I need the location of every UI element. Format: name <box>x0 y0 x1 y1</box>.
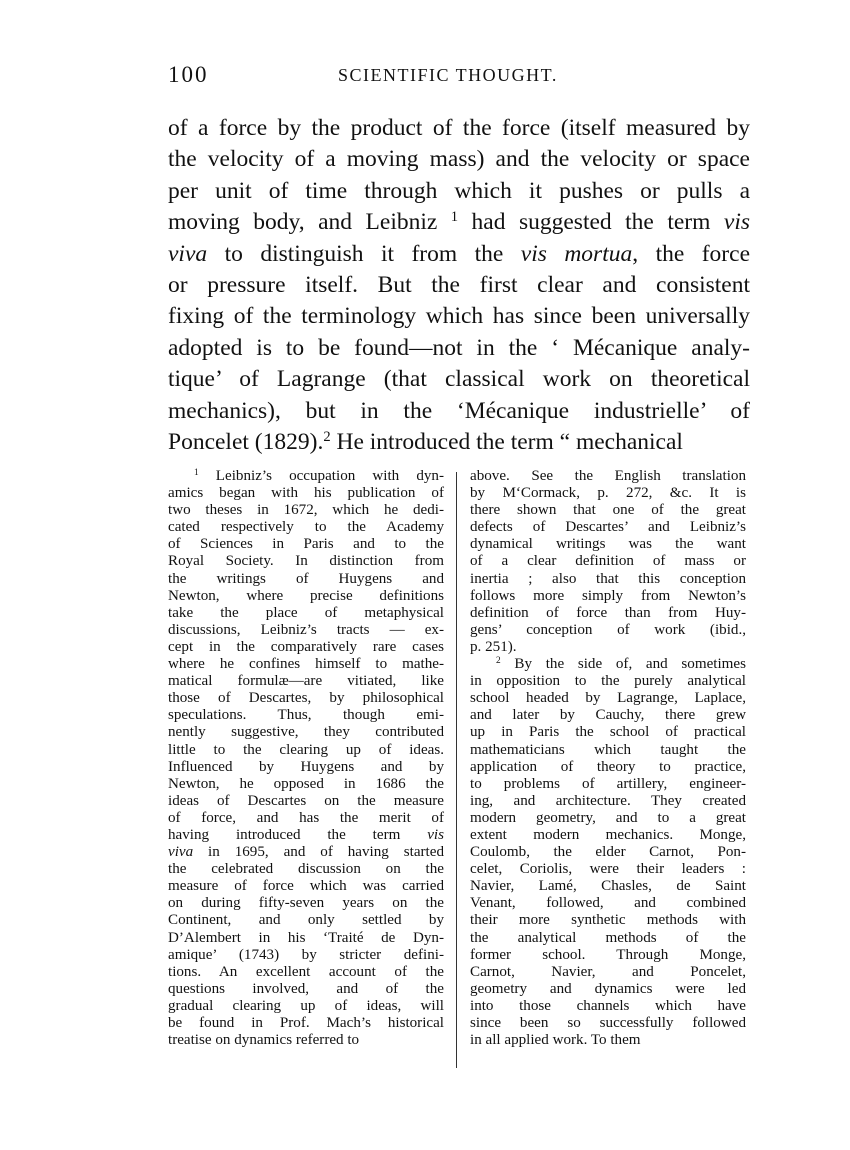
footnote-line: Royal Society. In distinction from <box>168 553 444 570</box>
footnote-line: modern geometry, and to a great <box>470 809 746 826</box>
footnote-line: geometry and dynamics were led <box>470 980 746 997</box>
footnote-line: in opposition to the purely analytical <box>470 673 746 690</box>
footnote-line: there shown that one of the great <box>470 502 746 519</box>
body-text <box>168 113 750 458</box>
footnote-line: amics began with his publication of <box>168 485 444 502</box>
footnote-line: the writings of Huygens and <box>168 570 444 587</box>
footnote-line: in all applied work. To them <box>470 1032 641 1049</box>
footnote-line: Newton, where precise definitions <box>168 587 444 604</box>
footnote-line: of a clear definition of mass or <box>470 553 746 570</box>
footnote-line: little to the clearing up of ideas. <box>168 741 444 758</box>
body-line: Poncelet (1829).$^2$ He introduced the term “ mechanical <box>168 429 683 456</box>
footnote-line: $^1$ Leibniz’s occupation with dyn- <box>194 467 444 484</box>
footnote-line: on during fifty-seven years on the <box>168 895 444 912</box>
footnote-line: treatise on dynamics referred to <box>168 1032 360 1049</box>
body-line: adopted is to be found—not in the ‘ Mécanique analy- <box>168 334 750 361</box>
footnote-line: measure of force which was carried <box>168 878 444 895</box>
footnote-line: viva in 1695, and of having started <box>168 844 444 861</box>
footnote-line: since been so successfully followed <box>470 1015 746 1031</box>
footnote-line: matical formulæ—are vitiated, like <box>168 673 444 690</box>
footnote-line: defects of Descartes’ and Leibniz’s <box>470 519 746 536</box>
footnote-line: questions involved, and of the <box>168 980 444 997</box>
footnote-line: extent modern mechanics. Monge, <box>470 826 746 843</box>
footnote-line: be found in Prof. Mach’s historical <box>168 1015 444 1031</box>
footnote-line: Continent, and only settled by <box>168 912 444 929</box>
footnote-line: those of Descartes, by philosophical <box>168 690 444 707</box>
body-line: fixing of the terminology which has since been universally <box>168 303 750 330</box>
footnote-line: above. See the English translation <box>470 468 746 484</box>
body-line: the velocity of a moving mass) and the velocity or space <box>168 146 750 173</box>
footnotes <box>168 468 750 1076</box>
footnote-line: the celebrated discussion on the <box>168 861 444 878</box>
footnote-line: Coulomb, the elder Carnot, Pon- <box>470 844 746 861</box>
footnote-line: and later by Cauchy, there grew <box>470 707 746 724</box>
body-line: or pressure itself. But the first clear and consistent <box>168 272 750 299</box>
footnote-line: discussions, Leibniz’s tracts — ex- <box>168 621 444 638</box>
footnote-line: up in Paris the school of practical <box>470 724 746 741</box>
page-number: 100 <box>168 62 209 87</box>
footnote-line: celet, Coriolis, were their leaders : <box>470 861 746 878</box>
footnote-line: of force, and has the merit of <box>168 809 444 826</box>
footnote-column-right <box>470 468 746 1049</box>
footnote-line: school headed by Lagrange, Laplace, <box>470 690 746 707</box>
footnote-column-left <box>168 468 444 1049</box>
footnote-line: ideas of Descartes on the measure <box>168 792 444 809</box>
footnote-line: p. 251). <box>470 638 517 655</box>
body-line: tique’ of Lagrange (that classical work on theoretical <box>168 366 750 393</box>
footnote-line: Venant, followed, and combined <box>470 895 746 912</box>
footnote-line: cept in the comparatively rare cases <box>168 638 444 655</box>
footnote-line: definition of force than from Huy- <box>470 604 746 621</box>
footnote-line: two theses in 1672, which he dedi- <box>168 502 444 519</box>
footnote-line: to problems of artillery, engineer- <box>470 775 746 792</box>
footnote-line: by M‘Cormack, p. 272, &c. It is <box>470 485 746 502</box>
footnote-line: D’Alembert in his ‘Traité de Dyn- <box>168 929 444 946</box>
footnote-line: Influenced by Huygens and by <box>168 758 444 775</box>
body-line: of a force by the product of the force (itself measured by <box>168 115 750 141</box>
footnote-line: amique’ (1743) by stricter defini- <box>168 946 444 963</box>
running-head: SCIENTIFIC THOUGHT. <box>338 65 558 85</box>
footnote-line: into those channels which have <box>470 997 746 1014</box>
footnote-line: the analytical methods of the <box>470 929 746 946</box>
body-line: per unit of time through which it pushes or pulls a <box>168 177 750 204</box>
footnote-line: Carnot, Navier, and Poncelet, <box>470 963 746 980</box>
footnote-line: dynamical writings was the want <box>470 536 746 553</box>
footnote-line: follows more simply from Newton’s <box>470 587 746 604</box>
footnote-line: cated respectively to the Academy <box>168 519 444 536</box>
footnote-line: application of theory to practice, <box>470 758 746 775</box>
footnote-line: where he confines himself to mathe- <box>168 656 444 673</box>
body-line: mechanics), but in the ‘Mécanique industrielle’ of <box>168 397 750 424</box>
footnote-line: $^2$ By the side of, and sometimes <box>496 655 746 673</box>
footnote-line: of Sciences in Paris and to the <box>168 536 444 553</box>
page-header <box>168 62 748 92</box>
footnote-line: Navier, Lamé, Chasles, de Saint <box>470 878 746 895</box>
footnote-line: speculations. Thus, though emi- <box>168 707 444 724</box>
footnote-line: mathematicians which taught the <box>470 741 746 758</box>
body-line: moving body, and Leibniz $^1$ had suggested the term vis <box>168 209 750 236</box>
footnote-line: gradual clearing up of ideas, will <box>168 997 444 1014</box>
column-divider <box>456 472 457 1068</box>
footnote-line: inertia ; also that this conception <box>470 570 746 587</box>
footnote-line: having introduced the term vis <box>168 826 444 843</box>
footnote-line: gens’ conception of work (ibid., <box>470 621 746 638</box>
footnote-line: take the place of metaphysical <box>168 604 444 621</box>
footnote-line: their more synthetic methods with <box>470 912 746 929</box>
footnote-line: former school. Through Monge, <box>470 946 746 963</box>
footnote-line: ing, and architecture. They created <box>470 792 746 809</box>
footnote-line: tions. An excellent account of the <box>168 963 444 980</box>
body-line: viva to distinguish it from the vis mortua, the force <box>168 240 750 267</box>
footnote-line: Newton, he opposed in 1686 the <box>168 775 444 792</box>
footnote-line: nently suggestive, they contributed <box>168 724 444 741</box>
